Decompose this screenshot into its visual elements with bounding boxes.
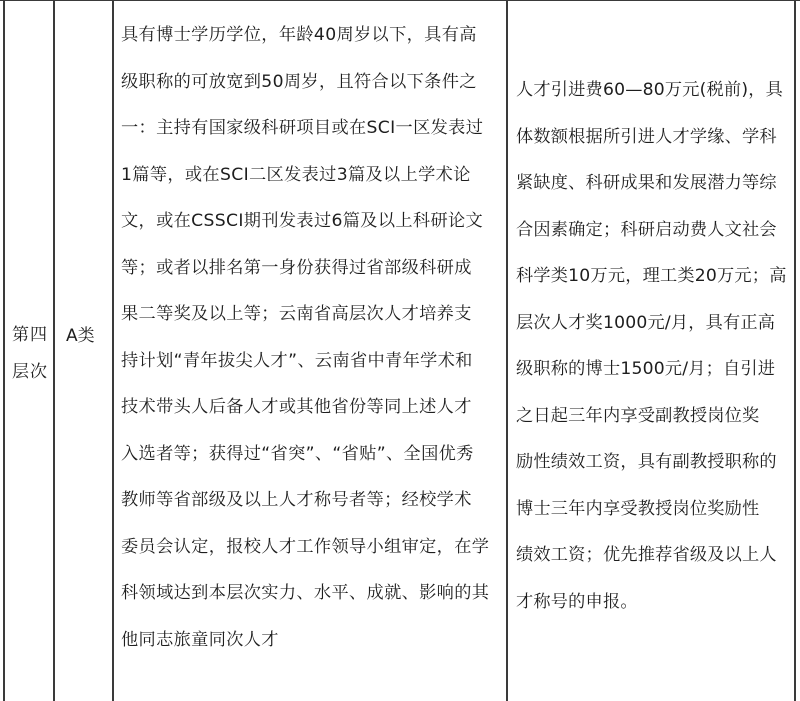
benefits-line: 体数额根据所引进人才学缘、学科 <box>516 126 777 147</box>
conditions-line: 文，或在CSSCI期刊发表过6篇及以上科研论文 <box>121 211 484 231</box>
conditions-text <box>121 12 489 663</box>
conditions-line: 技术带头人后备人才或其他省份等同上述人才 <box>121 397 472 417</box>
benefits-line: 层次人才奖1000元/月，具有正高 <box>516 312 776 333</box>
benefits-line: 人才引进费60—80万元(税前)，具 <box>516 80 784 100</box>
conditions-line: 入选者等；获得过“省突”、“省贴”、全国优秀 <box>121 443 474 464</box>
conditions-line: 级职称的可放宽到50周岁，且符合以下条件之 <box>121 71 477 92</box>
benefits-line: 博士三年内享受教授岗位奖励性 <box>516 498 760 519</box>
benefits-line: 紧缺度、科研成果和发展潜力等综 <box>516 173 777 193</box>
benefits-line: 科学类10万元，理工类20万元；高 <box>516 266 787 286</box>
conditions-line: 科领域达到本层次实力、水平、成就、影响的其 <box>121 583 490 603</box>
level-cell <box>4 1 53 701</box>
benefits-line: 绩效工资；优先推荐省级及以上人 <box>516 545 777 565</box>
benefits-line: 之日起三年内享受副教授岗位奖 <box>516 405 760 426</box>
conditions-line: 委员会认定，报校人才工作领导小组审定，在学 <box>121 536 490 557</box>
benefits-cell <box>508 1 795 701</box>
level-label-line: 层次 <box>12 362 48 382</box>
conditions-line: 他同志旅童同次人才 <box>121 629 279 650</box>
conditions-line: 具有博士学历学位，年龄40周岁以下，具有高 <box>121 25 477 45</box>
benefits-line: 合因素确定；科研启动费人文社会 <box>516 219 777 240</box>
benefits-text <box>516 67 787 625</box>
category-cell <box>54 1 113 701</box>
conditions-line: 教师等省部级及以上人才称号者等；经校学术 <box>121 490 472 510</box>
conditions-line: 持计划“青年拔尖人才”、云南省中青年学术和 <box>121 350 473 371</box>
conditions-line: 1篇等，或在SCI二区发表过3篇及以上学术论 <box>121 164 471 185</box>
level-label-line: 第四 <box>12 325 48 345</box>
conditions-line: 一：主持有国家级科研项目或在SCI一区发表过 <box>121 118 484 138</box>
conditions-line: 等；或者以排名第一身份获得过省部级科研成 <box>121 257 472 278</box>
benefits-line: 级职称的博士1500元/月；自引进 <box>516 359 776 379</box>
level-label <box>12 317 52 391</box>
conditions-line: 果二等奖及以上等；云南省高层次人才培养支 <box>121 304 472 324</box>
benefits-line: 励性绩效工资，具有副教授职称的 <box>516 452 777 472</box>
category-label: A类 <box>66 326 95 346</box>
benefits-line: 才称号的申报。 <box>516 591 638 612</box>
conditions-cell <box>114 1 507 701</box>
